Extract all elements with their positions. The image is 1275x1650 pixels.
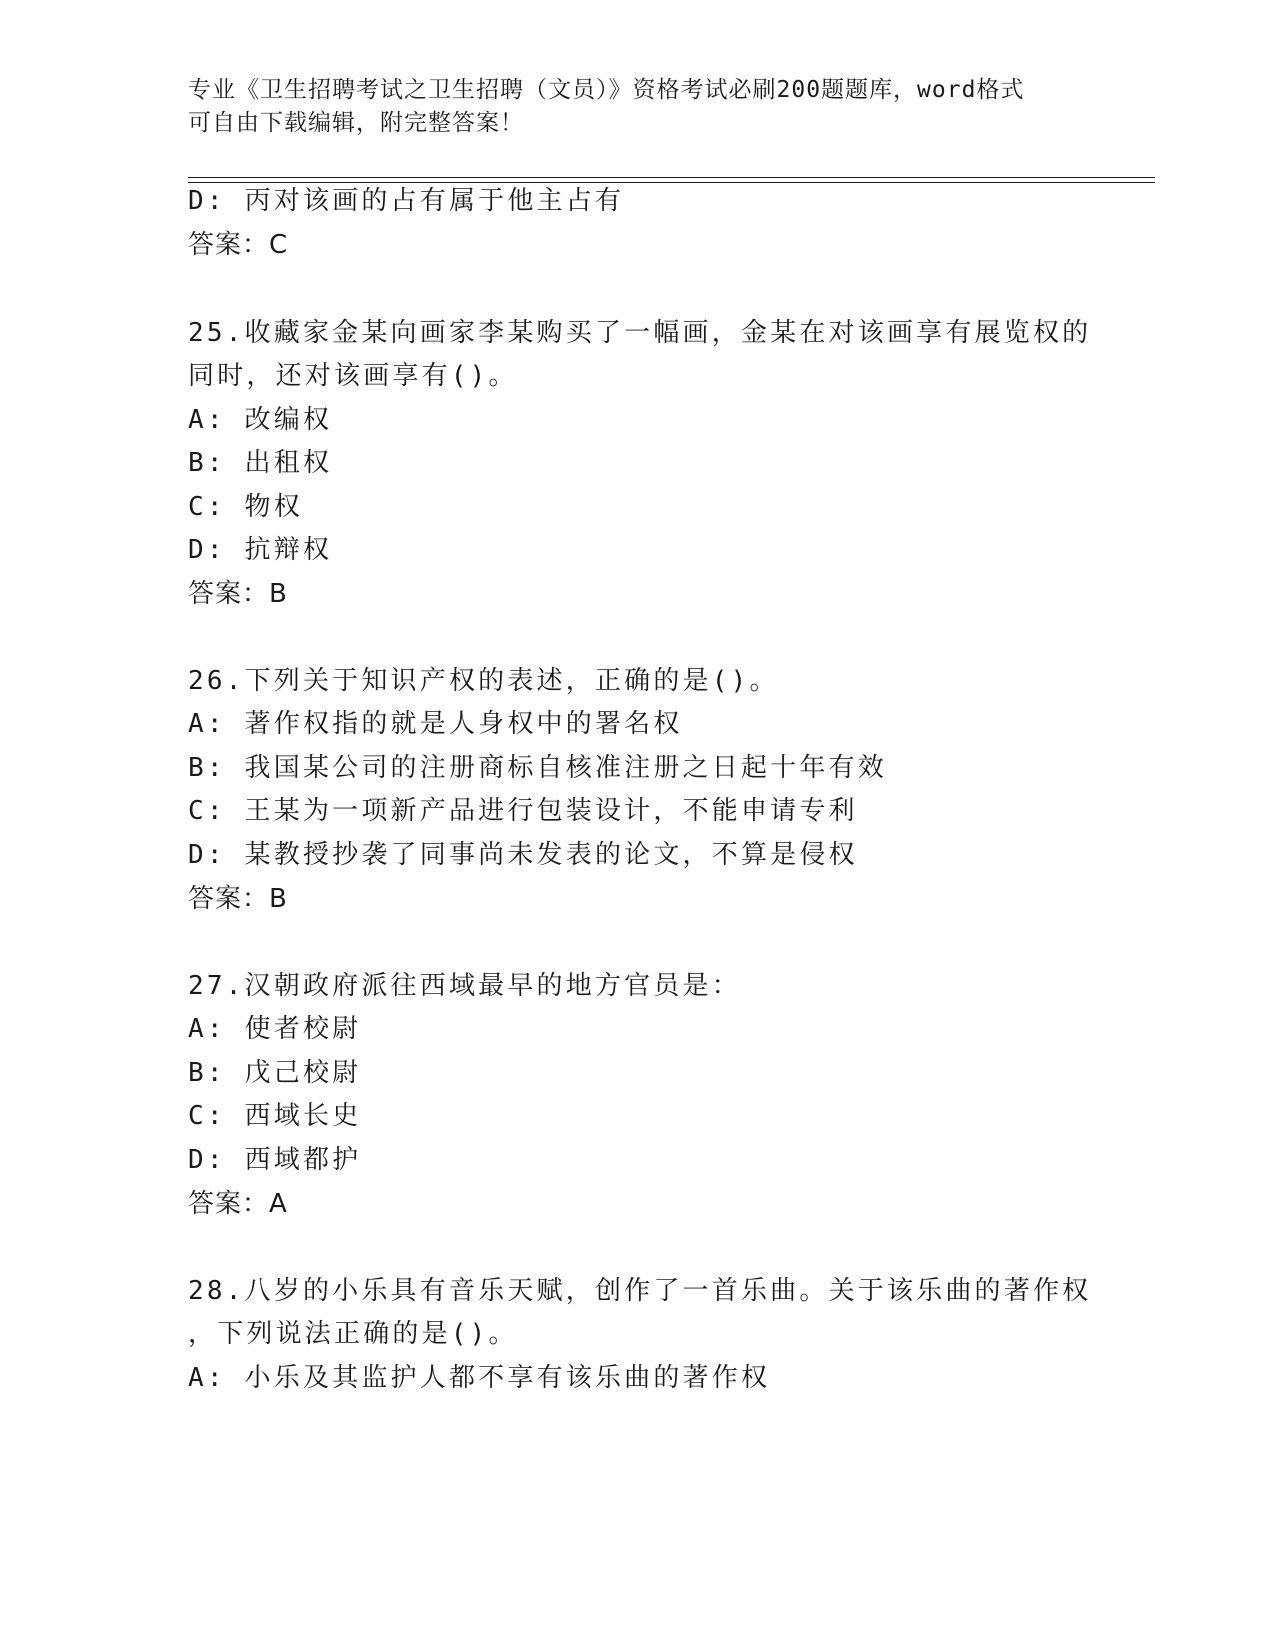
q25-option-a: A: 改编权 [188, 405, 333, 435]
q26-option-b: B: 我国某公司的注册商标自核准注册之日起十年有效 [188, 753, 887, 783]
q25-option-d: D: 抗辩权 [188, 535, 333, 565]
q26-stem-line-1: 26.下列关于知识产权的表述，正确的是()。 [188, 666, 779, 696]
q25-option-c: C: 物权 [188, 492, 303, 522]
q28-stem-line-1: 28.八岁的小乐具有音乐天赋，创作了一首乐曲。关于该乐曲的著作权 [188, 1276, 1092, 1306]
q28-stem-line-2: ，下列说法正确的是()。 [188, 1319, 518, 1349]
q26-answer: 答案：B [188, 884, 288, 914]
header-line-1: 专业《卫生招聘考试之卫生招聘（文员）》资格考试必刷200题题库，word格式 [188, 77, 1025, 103]
q27-option-d: D: 西域都护 [188, 1145, 362, 1175]
q27-stem-line-1: 27.汉朝政府派往西域最早的地方官员是： [188, 971, 741, 1001]
q26-option-c: C: 王某为一项新产品进行包装设计，不能申请专利 [188, 796, 858, 826]
q27-option-c: C: 西域长史 [188, 1101, 362, 1131]
q25-stem-line-1: 25.收藏家金某向画家李某购买了一幅画，金某在对该画享有展览权的 [188, 318, 1092, 348]
q27-option-b: B: 戊己校尉 [188, 1058, 362, 1088]
q25-stem-line-2: 同时，还对该画享有()。 [188, 361, 518, 391]
q26-option-a: A: 著作权指的就是人身权中的署名权 [188, 709, 683, 739]
q25-answer: 答案：B [188, 579, 288, 609]
header-line-2: 可自由下载编辑，附完整答案！ [188, 110, 524, 136]
q26-option-d: D: 某教授抄袭了同事尚未发表的论文，不算是侵权 [188, 840, 858, 870]
q28-option-a: A: 小乐及其监护人都不享有该乐曲的著作权 [188, 1363, 771, 1393]
q25-option-b: B: 出租权 [188, 448, 333, 478]
prev-answer: 答案：C [188, 230, 289, 260]
q27-answer: 答案：A [188, 1189, 288, 1219]
prev-option-d: D: 丙对该画的占有属于他主占有 [188, 186, 625, 216]
q27-option-a: A: 使者校尉 [188, 1014, 362, 1044]
header-rule-bottom [188, 182, 1155, 183]
document-header [188, 74, 1068, 140]
header-rule-top [188, 177, 1155, 178]
